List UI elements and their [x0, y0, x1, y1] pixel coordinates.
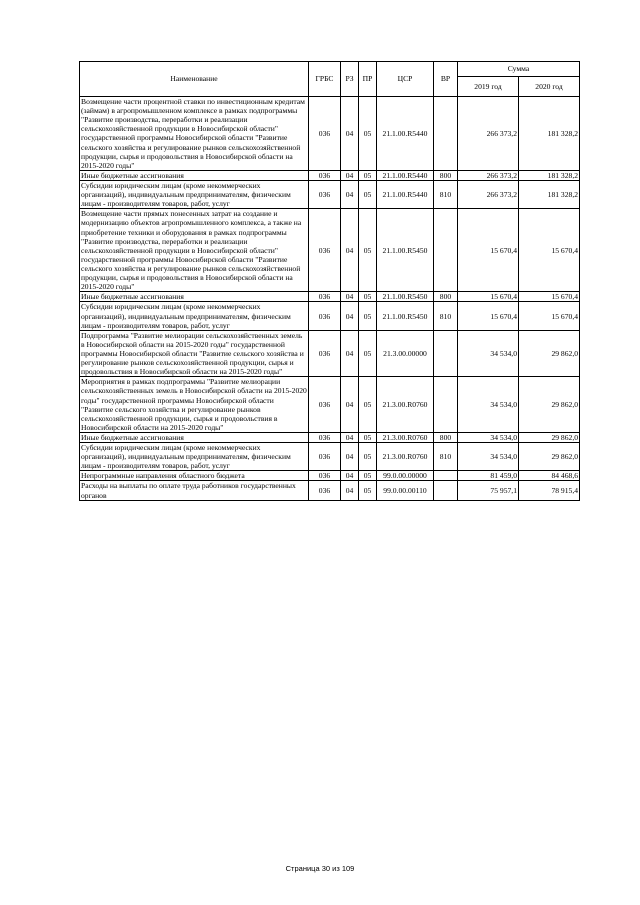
cell-y2019: 15 670,4 — [458, 209, 519, 292]
cell-vr — [434, 330, 458, 377]
cell-vr: 800 — [434, 292, 458, 302]
cell-rz: 04 — [341, 180, 359, 208]
cell-csr: 21.3.00.00000 — [377, 330, 434, 377]
cell-y2020: 15 670,4 — [519, 302, 580, 330]
cell-pr: 05 — [359, 292, 377, 302]
cell-grbs: 036 — [309, 180, 341, 208]
cell-y2019: 34 534,0 — [458, 330, 519, 377]
cell-vr — [434, 97, 458, 171]
cell-vr — [434, 471, 458, 481]
cell-y2019: 34 534,0 — [458, 432, 519, 442]
budget-table — [79, 61, 580, 501]
cell-grbs: 036 — [309, 471, 341, 481]
header-pr: ПР — [359, 62, 377, 97]
cell-csr: 21.1.00.R5440 — [377, 170, 434, 180]
cell-y2019: 15 670,4 — [458, 292, 519, 302]
cell-grbs: 036 — [309, 170, 341, 180]
cell-csr: 21.1.00.R5450 — [377, 302, 434, 330]
table-row — [80, 377, 580, 433]
cell-csr: 21.3.00.R0760 — [377, 377, 434, 433]
cell-y2019: 266 373,2 — [458, 97, 519, 171]
cell-pr: 05 — [359, 377, 377, 433]
table-row — [80, 97, 580, 171]
cell-y2019: 34 534,0 — [458, 377, 519, 433]
cell-grbs: 036 — [309, 443, 341, 471]
cell-csr: 21.1.00.R5440 — [377, 97, 434, 171]
cell-name: Непрограммные направления областного бюджета — [80, 471, 309, 481]
cell-vr: 810 — [434, 443, 458, 471]
cell-pr: 05 — [359, 209, 377, 292]
cell-y2020: 181 328,2 — [519, 97, 580, 171]
table-row — [80, 209, 580, 292]
cell-vr: 800 — [434, 170, 458, 180]
cell-rz: 04 — [341, 170, 359, 180]
cell-pr: 05 — [359, 170, 377, 180]
header-2019: 2019 год — [458, 77, 519, 97]
cell-csr: 99.0.00.00000 — [377, 471, 434, 481]
cell-csr: 21.1.00.R5450 — [377, 292, 434, 302]
cell-rz: 04 — [341, 97, 359, 171]
cell-y2020: 29 862,0 — [519, 432, 580, 442]
cell-csr: 21.3.00.R0760 — [377, 443, 434, 471]
cell-grbs: 036 — [309, 97, 341, 171]
cell-y2020: 84 468,6 — [519, 471, 580, 481]
cell-grbs: 036 — [309, 292, 341, 302]
table-row — [80, 170, 580, 180]
cell-pr: 05 — [359, 481, 377, 500]
cell-rz: 04 — [341, 292, 359, 302]
cell-y2020: 29 862,0 — [519, 443, 580, 471]
cell-pr: 05 — [359, 443, 377, 471]
table-row — [80, 481, 580, 500]
cell-y2019: 266 373,2 — [458, 180, 519, 208]
cell-name: Субсидии юридическим лицам (кроме некоммерческих организаций), индивидуальным предпринимателям, физическим лицам - производителям товаров, работ, услуг — [80, 302, 309, 330]
cell-name: Иные бюджетные ассигнования — [80, 292, 309, 302]
cell-grbs: 036 — [309, 302, 341, 330]
header-rz: РЗ — [341, 62, 359, 97]
cell-y2020: 15 670,4 — [519, 209, 580, 292]
cell-grbs: 036 — [309, 209, 341, 292]
cell-vr: 810 — [434, 302, 458, 330]
table-row — [80, 180, 580, 208]
cell-rz: 04 — [341, 443, 359, 471]
table-row — [80, 432, 580, 442]
cell-pr: 05 — [359, 471, 377, 481]
cell-name: Расходы на выплаты по оплате труда работников государственных органов — [80, 481, 309, 500]
cell-y2020: 29 862,0 — [519, 330, 580, 377]
cell-vr — [434, 377, 458, 433]
cell-csr: 99.0.00.00110 — [377, 481, 434, 500]
cell-y2020: 29 862,0 — [519, 377, 580, 433]
cell-pr: 05 — [359, 97, 377, 171]
table-row — [80, 471, 580, 481]
cell-y2020: 181 328,2 — [519, 180, 580, 208]
cell-y2019: 266 373,2 — [458, 170, 519, 180]
cell-rz: 04 — [341, 471, 359, 481]
header-csr: ЦСР — [377, 62, 434, 97]
cell-rz: 04 — [341, 481, 359, 500]
cell-vr — [434, 481, 458, 500]
cell-name: Иные бюджетные ассигнования — [80, 170, 309, 180]
cell-grbs: 036 — [309, 377, 341, 433]
header-vr: ВР — [434, 62, 458, 97]
table-body — [80, 97, 580, 501]
cell-pr: 05 — [359, 330, 377, 377]
page-number: Страница 30 из 109 — [285, 864, 355, 873]
header-name: Наименование — [80, 62, 309, 97]
cell-pr: 05 — [359, 432, 377, 442]
cell-vr: 800 — [434, 432, 458, 442]
cell-y2020: 15 670,4 — [519, 292, 580, 302]
cell-rz: 04 — [341, 330, 359, 377]
cell-name: Субсидии юридическим лицам (кроме некоммерческих организаций), индивидуальным предпринимателям, физическим лицам - производителям товаров, работ, услуг — [80, 443, 309, 471]
table-row — [80, 443, 580, 471]
cell-grbs: 036 — [309, 330, 341, 377]
cell-csr: 21.1.00.R5450 — [377, 209, 434, 292]
cell-y2019: 15 670,4 — [458, 302, 519, 330]
cell-name: Возмещение части процентной ставки по инвестиционным кредитам (займам) в агропромышленном комплексе в рамках подпрограммы "Развитие производства, переработки и реализации сельскохозяйственной продукции в Новосибирской области" государственной программы Новосибирской области "Развитие сельского хозяйства и регулирование рынков сельскохозяйственной продукции, сырья и продовольствия в Новосибирской области на 2015-2020 годы" — [80, 97, 309, 171]
cell-rz: 04 — [341, 209, 359, 292]
cell-y2019: 34 534,0 — [458, 443, 519, 471]
cell-y2019: 75 957,1 — [458, 481, 519, 500]
cell-vr — [434, 209, 458, 292]
cell-name: Иные бюджетные ассигнования — [80, 432, 309, 442]
cell-csr: 21.3.00.R0760 — [377, 432, 434, 442]
header-2020: 2020 год — [519, 77, 580, 97]
cell-grbs: 036 — [309, 481, 341, 500]
cell-pr: 05 — [359, 180, 377, 208]
cell-y2019: 81 459,0 — [458, 471, 519, 481]
header-grbs: ГРБС — [309, 62, 341, 97]
table-row — [80, 302, 580, 330]
header-sum: Сумма — [458, 62, 580, 77]
cell-name: Субсидии юридическим лицам (кроме некоммерческих организаций), индивидуальным предпринимателям, физическим лицам - производителям товаров, работ, услуг — [80, 180, 309, 208]
cell-name: Подпрограмма "Развитие мелиорации сельскохозяйственных земель в Новосибирской области на 2015-2020 годы" государственной программы Новосибирской области "Развитие сельского хозяйства и регулирование рынков сельскохозяйственной продукции, сырья и продовольствия в Новосибирской области на 2015-2020 годы" — [80, 330, 309, 377]
cell-rz: 04 — [341, 302, 359, 330]
cell-name: Возмещение части прямых понесенных затрат на создание и модернизацию объектов агропромышленного комплекса, а также на приобретение техники и оборудования в рамках подпрограммы "Развитие производства, переработки и реализации сельскохозяйственной продукции в Новосибирской области" государственной программы Новосибирской области "Развитие сельского хозяйства и регулирование рынков сельскохозяйственной продукции, сырья и продовольствия в Новосибирской области на 2015-2020 годы" — [80, 209, 309, 292]
cell-rz: 04 — [341, 432, 359, 442]
cell-csr: 21.1.00.R5440 — [377, 180, 434, 208]
cell-y2020: 181 328,2 — [519, 170, 580, 180]
cell-name: Мероприятия в рамках подпрограммы "Развитие мелиорации сельскохозяйственных земель в Новосибирской области на 2015-2020 годы" государственной программы Новосибирской области "Развитие сельского хозяйства и регулирование рынков сельскохозяйственной продукции, сырья и продовольствия в Новосибирской области на 2015-2020 годы" — [81, 377, 307, 432]
cell-grbs: 036 — [309, 432, 341, 442]
cell-vr: 810 — [434, 180, 458, 208]
cell-y2020: 78 915,4 — [519, 481, 580, 500]
table-row — [80, 330, 580, 377]
cell-pr: 05 — [359, 302, 377, 330]
table-row — [80, 292, 580, 302]
cell-rz: 04 — [341, 377, 359, 433]
